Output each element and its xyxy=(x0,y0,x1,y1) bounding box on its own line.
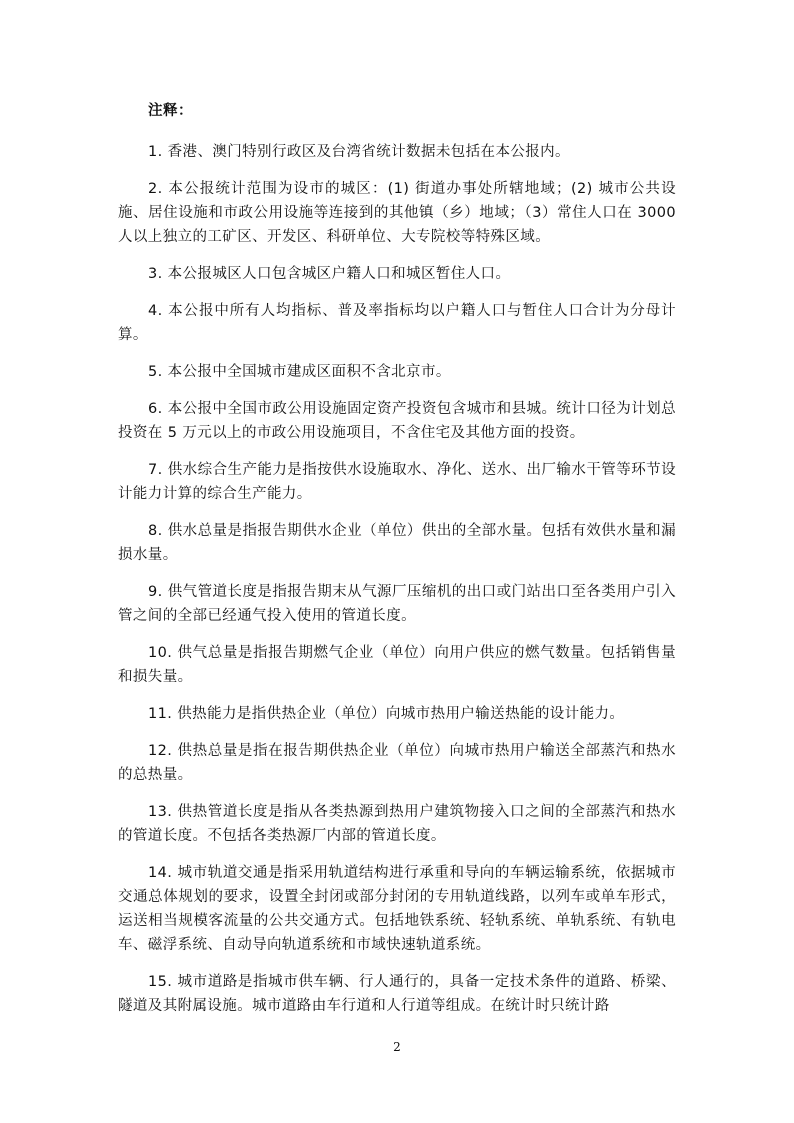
note-item: 2. 本公报统计范围为设市的城区：(1) 街道办事处所辖地域；(2) 城市公共设施、居住设施和市政公用设施等连接到的其他镇（乡）地域；（3）常住人口在 3000 人以上独立的工矿区、开发区、科研单位、大专院校等特殊区域。 xyxy=(118,181,676,245)
notes-list xyxy=(118,140,676,1031)
note-item: 6. 本公报中全国市政公用设施固定资产投资包含城市和县城。统计口径为计划总投资在 5 万元以上的市政公用设施项目，不含住宅及其他方面的投资。 xyxy=(118,401,676,441)
note-item: 9. 供气管道长度是指报告期末从气源厂压缩机的出口或门站出口至各类用户引入管之间的全部已经通气投入使用的管道长度。 xyxy=(118,584,676,624)
note-item: 4. 本公报中所有人均指标、普及率指标均以户籍人口与暂住人口合计为分母计算。 xyxy=(118,303,676,343)
note-item: 15. 城市道路是指城市供车辆、行人通行的，具备一定技术条件的道路、桥梁、隧道及其附属设施。城市道路由车行道和人行道等组成。在统计时只统计路 xyxy=(118,974,676,1014)
note-item: 12. 供热总量是指在报告期供热企业（单位）向城市热用户输送全部蒸汽和热水的总热量。 xyxy=(118,743,676,783)
note-item: 7. 供水综合生产能力是指按供水设施取水、净化、送水、出厂输水干管等环节设计能力计算的综合生产能力。 xyxy=(118,462,676,502)
note-item: 5. 本公报中全国城市建成区面积不含北京市。 xyxy=(148,364,451,380)
note-item: 11. 供热能力是指供热企业（单位）向城市热用户输送热能的设计能力。 xyxy=(148,706,625,722)
note-item: 8. 供水总量是指报告期供水企业（单位）供出的全部水量。包括有效供水量和漏损水量。 xyxy=(118,523,676,563)
notes-heading: 注释： xyxy=(148,103,193,119)
note-item: 10. 供气总量是指报告期燃气企业（单位）向用户供应的燃气数量。包括销售量和损失量。 xyxy=(118,645,676,685)
note-item: 14. 城市轨道交通是指采用轨道结构进行承重和导向的车辆运输系统，依据城市交通总体规划的要求，设置全封闭或部分封闭的专用轨道线路，以列车或单车形式，运送相当规模客流量的公共交通方式。包括地铁系统、轻轨系统、单轨系统、有轨电车、磁浮系统、自动导向轨道系统和市域快速轨道系统。 xyxy=(118,865,676,953)
note-item: 1. 香港、澳门特别行政区及台湾省统计数据未包括在本公报内。 xyxy=(148,144,570,160)
note-item: 13. 供热管道长度是指从各类热源到热用户建筑物接入口之间的全部蒸汽和热水的管道长度。不包括各类热源厂内部的管道长度。 xyxy=(118,804,676,844)
note-item: 3. 本公报城区人口包含城区户籍人口和城区暂住人口。 xyxy=(148,266,511,282)
page-number: 2 xyxy=(393,1040,401,1054)
